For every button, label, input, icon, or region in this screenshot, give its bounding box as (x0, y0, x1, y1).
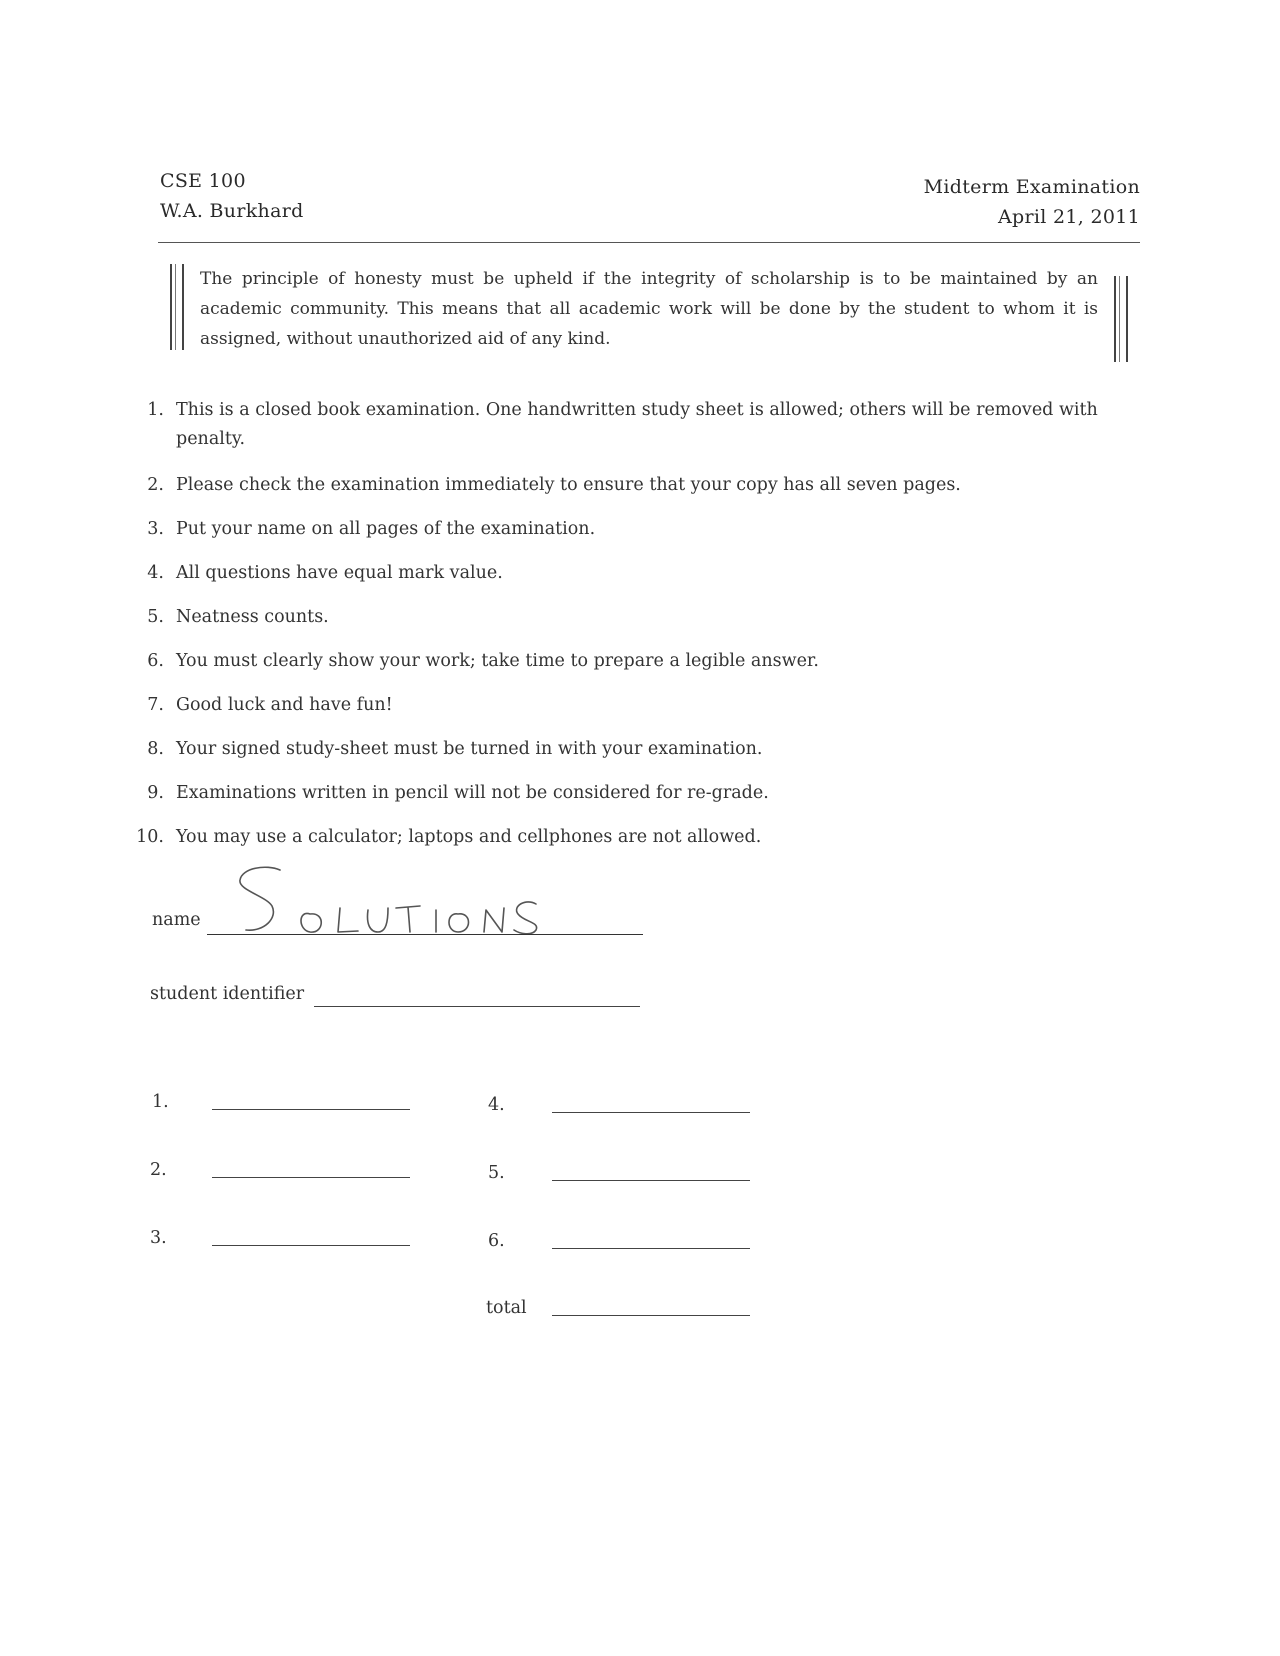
instruction-item: 8. Your signed study-sheet must be turned in with your examination. (147, 739, 763, 759)
student-identifier-label: student identifier (150, 984, 305, 1004)
score-field-2[interactable] (212, 1177, 410, 1178)
name-field-line[interactable] (207, 934, 643, 935)
instruction-item: 6. You must clearly show your work; take time to prepare a legible answer. (147, 651, 819, 671)
header-right (924, 172, 1140, 232)
instruction-item: 9. Examinations written in pencil will not be considered for re-grade. (147, 783, 769, 803)
score-field-6[interactable] (552, 1248, 750, 1249)
exam-date: April 21, 2011 (998, 206, 1140, 228)
right-double-bar (1114, 276, 1128, 362)
honesty-statement-box (170, 264, 1128, 356)
total-label: total (486, 1298, 527, 1318)
score-label-3: 3. (150, 1228, 167, 1248)
instruction-item: 1. This is a closed book examination. One handwritten study sheet is allowed; others will be removed with penalty. (147, 400, 1098, 449)
exam-title: Midterm Examination (923, 176, 1140, 198)
score-label-6: 6. (488, 1231, 505, 1251)
score-field-3[interactable] (212, 1245, 410, 1246)
score-label-1: 1. (152, 1092, 169, 1112)
score-field-5[interactable] (552, 1180, 750, 1181)
header-left (160, 166, 304, 226)
instruction-item: 3. Put your name on all pages of the examination. (147, 519, 596, 539)
instruction-item: 5. Neatness counts. (147, 607, 329, 627)
instructions-list (130, 396, 1140, 867)
header-divider (158, 242, 1140, 243)
score-label-2: 2. (150, 1160, 167, 1180)
score-field-1[interactable] (212, 1109, 410, 1110)
score-field-4[interactable] (552, 1112, 750, 1113)
left-double-bar (170, 264, 184, 350)
instruction-item: 2. Please check the examination immediately to ensure that your copy has all seven pages. (147, 475, 961, 495)
score-label-4: 4. (488, 1095, 505, 1115)
instructor-name: W.A. Burkhard (160, 200, 304, 222)
course-code: CSE 100 (160, 170, 246, 192)
instruction-item: 7. Good luck and have fun! (147, 695, 393, 715)
student-identifier-field-line[interactable] (314, 1006, 640, 1007)
name-label: name (152, 910, 201, 930)
total-score-field[interactable] (552, 1315, 750, 1316)
handwritten-name-solutions (236, 862, 576, 942)
honesty-statement: The principle of honesty must be upheld if the integrity of scholarship is to be maintained by an academic community. This means that all academic work will be done by the student to whom it is assigned, without unauthorized aid of any kind. (200, 269, 1098, 349)
score-label-5: 5. (488, 1163, 505, 1183)
instruction-item: 10. You may use a calculator; laptops and cellphones are not allowed. (136, 827, 762, 847)
instruction-item: 4. All questions have equal mark value. (147, 563, 503, 583)
